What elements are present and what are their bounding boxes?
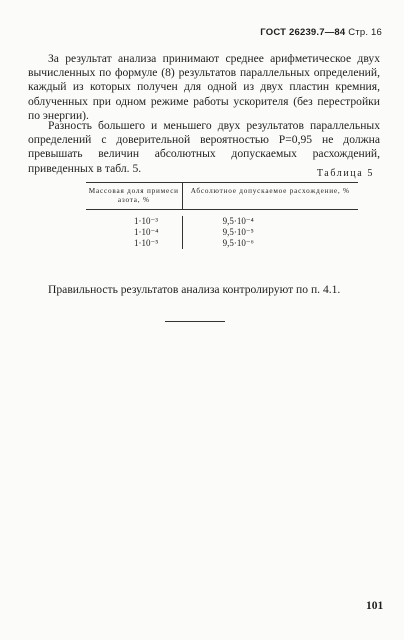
header-tolerance: Абсолютное допускаемое расхождение, % <box>190 187 350 195</box>
mass-fraction-column <box>86 216 183 249</box>
header-mass-fraction: Массовая доля примеси азота, % <box>86 183 183 209</box>
table-cell: 1·10⁻⁴ <box>134 227 159 237</box>
table-cell: 1·10⁻⁵ <box>134 238 159 248</box>
page-label: Стр. 16 <box>348 27 382 38</box>
table-header-row <box>86 183 358 210</box>
table-cell: 9,5·10⁻⁵ <box>222 227 254 237</box>
paragraph-result-average: За результат анализа принимают среднее арифметическое двух вычисленных по формуле (8) результатов параллельных определений, каждый из которых получен для одной из двух пластин кремния, облученных при одном режиме работы ускорителя (без перестройки по энергии). <box>28 52 380 122</box>
table-cell: 9,5·10⁻⁴ <box>222 216 254 226</box>
tolerance-column <box>183 216 358 249</box>
page-number: 101 <box>366 600 384 612</box>
table-cell: 1·10⁻³ <box>134 216 158 226</box>
table-body <box>86 210 358 249</box>
standard-number: ГОСТ 26239.7—84 <box>260 27 346 38</box>
paragraph-tolerance: Разность большего и меньшего двух результатов параллельных определений с доверительной вероятностью P=0,95 не должна превышать величин абсолютных допускаемых расхождений, приведенных в табл. 5. <box>28 119 380 175</box>
table-caption: Таблица 5 <box>316 168 374 179</box>
table-cell: 9,5·10⁻⁶ <box>222 238 254 248</box>
tolerance-table <box>86 182 358 249</box>
paragraph-accuracy: Правильность результатов анализа контролируют по п. 4.1. <box>48 283 341 296</box>
page-header <box>260 27 382 38</box>
section-divider <box>165 321 225 322</box>
